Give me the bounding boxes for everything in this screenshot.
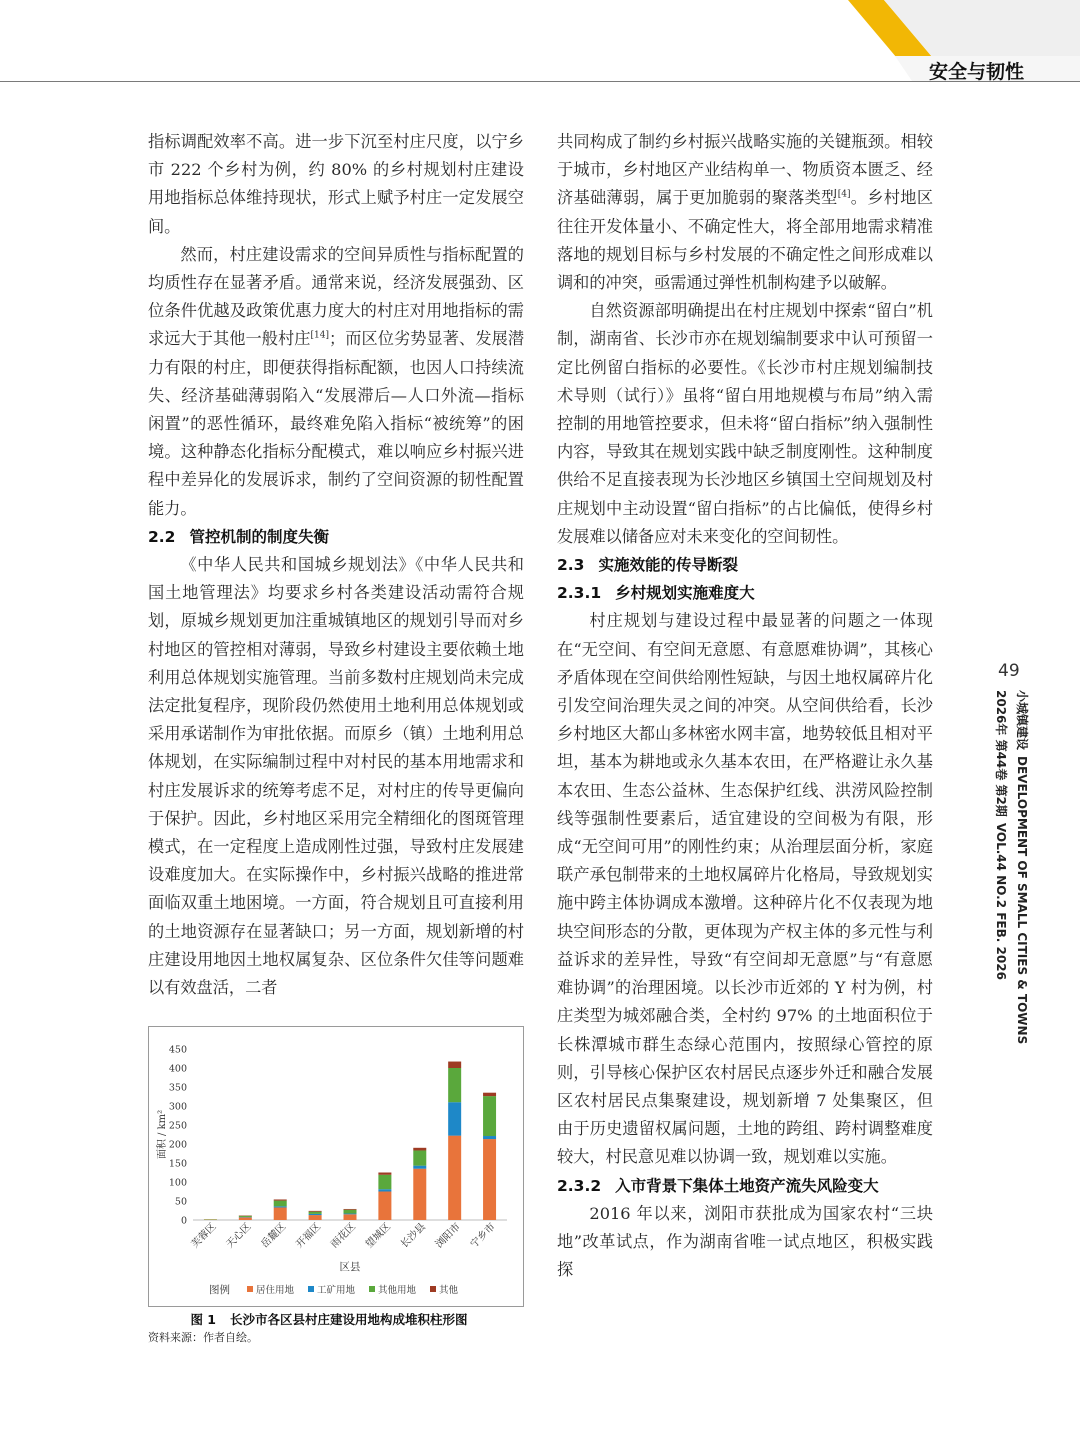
y-axis-label: 面积 / km² xyxy=(157,1109,168,1160)
journal-sidebar-text xyxy=(1011,690,1033,1045)
heading-number: 2.3 xyxy=(557,556,585,575)
bar-segment xyxy=(413,1166,426,1169)
bar-segment xyxy=(448,1062,461,1068)
legend-swatch xyxy=(247,1286,253,1292)
subsubsection-heading xyxy=(557,579,933,607)
bar-segment xyxy=(239,1217,252,1220)
paragraph-text: 然而，村庄建设需求的空间异质性与指标配置的均质性存在显著矛盾。通常来说，经济发展强劲、区位条件优越及政策优惠力度大的村庄对用地指标的需求远大于其他一般村庄 xyxy=(148,244,524,349)
bar-segment xyxy=(378,1189,391,1191)
bar-segment xyxy=(413,1169,426,1220)
bar-segment xyxy=(413,1148,426,1151)
bar-segment xyxy=(274,1206,287,1207)
subsection-heading xyxy=(148,523,524,551)
figure-source: 资料来源：作者自绘。 xyxy=(148,1331,258,1344)
x-tick-label: 芙蓉区 xyxy=(189,1221,219,1251)
bar-segment xyxy=(309,1212,322,1214)
paragraph: 村庄规划与建设过程中最显著的问题之一体现在“无空间、有空间无意愿、有意愿难协调”，其核心矛盾体现在空间供给刚性短缺，与因土地权属碎片化引发空间治理失灵之间的冲突。从空间供给看，长沙乡村地区大都山多林密水网丰富，地势较低且相对平坦，基本为耕地或永久基本农田，在严格避让永久基本农田、生态公益林、生态保护红线、洪涝风险控制线等强制性要素后，适宜建设的空间极为有限，形成“无空间可用”的刚性约束；从治理层面分析，家庭联产承包制带来的土地权属碎片化格局，导致规划实施中跨主体协调成本激增。这种碎片化不仅表现为地块空间形态的分散，更体现为产权主体的多元性与利益诉求的差异性，导致“有空间却无意愿”与“有意愿难协调”的治理困境。以长沙市近郊的 Y 村为例，村庄类型为城郊融合类，全村约 97% 的土地面积位于长株潭城市群生态绿心范围内，按照绿心管控的原则，引导核心保护区农村居民点逐步外迁和融合发展区农村居民点集聚建设，规划新增 7 处集聚区，但由于历史遗留权属问题，土地的跨组、跨村调整难度较大，村民意见难以协调一致，规划难以实施。 xyxy=(557,611,933,1167)
heading-title: 实施效能的传导断裂 xyxy=(598,556,738,575)
y-tick-label: 250 xyxy=(168,1120,187,1132)
bar-segment xyxy=(309,1214,322,1215)
paragraph-text: ；而区位劣势显著、发展潜力有限的村庄，即便获得指标配额，也因人口持续流失、经济基础薄弱陷入“发展滞后—人口外流—指标闲置”的恶性循环，最终难免陷入指标“被统筹”的困境。这种静态化指标分配模式，难以响应乡村振兴进程中差异化的发展诉求，制约了空间资源的韧性配置能力。 xyxy=(148,329,525,518)
bar-segment xyxy=(309,1211,322,1212)
bar-segment xyxy=(309,1215,322,1220)
y-tick-label: 400 xyxy=(168,1063,187,1075)
x-tick-label: 岳麓区 xyxy=(259,1221,289,1251)
legend-swatch xyxy=(369,1286,375,1292)
paragraph-text: 。乡村地区往往开发体量小、不确定性大，将全部用地需求精准落地的规划目标与乡村发展的不确定性之间形成难以调和的冲突，亟需通过弹性机制构建予以破解。 xyxy=(557,188,934,293)
paragraph xyxy=(148,241,524,523)
legend-label: 其他用地 xyxy=(378,1285,417,1296)
y-tick-label: 450 xyxy=(168,1044,187,1056)
legend-title: 图例 xyxy=(209,1284,230,1296)
y-tick-label: 350 xyxy=(168,1082,187,1094)
figure-number: 图 1 xyxy=(190,1312,217,1327)
paragraph: 自然资源部明确提出在村庄规划中探索“留白”机制，湖南省、长沙市亦在规划编制要求中认可预留一定比例留白指标的必要性。《长沙市村庄规划编制技术导则（试行）》虽将“留白用地规模与布局”纳入需控制的用地管控要求，但未将“留白指标”纳入强制性内容，导致其在规划实践中缺乏制度刚性。这种制度供给不足直接表现为长沙地区乡镇国土空间规划及村庄规划中主动设置“留白指标”的占比偏低，使得乡村发展难以储备应对未来变化的空间韧性。 xyxy=(557,301,933,546)
journal-name-cn: 小城镇建设 xyxy=(1015,690,1029,751)
issue-sidebar-text xyxy=(990,690,1012,1010)
heading-number: 2.3.2 xyxy=(557,1176,602,1195)
bar-segment xyxy=(483,1096,496,1136)
citation: [14] xyxy=(310,331,330,342)
bar-segment xyxy=(274,1199,287,1200)
paragraph: 指标调配效率不高。进一步下沉至村庄尺度，以宁乡市 222 个乡村为例，约 80% 的乡村规划村庄建设用地指标总体维持现状，形式上赋予村庄一定发展空间。 xyxy=(148,132,524,236)
stacked-bar-chart xyxy=(149,1027,523,1306)
issue-en: VOL.44 NO.2 FEB. 2026 xyxy=(994,822,1008,980)
x-tick-label: 开福区 xyxy=(294,1221,324,1251)
legend-label: 工矿用地 xyxy=(317,1285,356,1296)
bar-segment xyxy=(413,1150,426,1165)
legend-label: 居住用地 xyxy=(256,1285,295,1296)
x-tick-label: 天心区 xyxy=(224,1221,254,1251)
bar-segment xyxy=(344,1214,357,1220)
paragraph: 《中华人民共和国城乡规划法》《中华人民共和国土地管理法》均要求乡村各类建设活动需符合规划，原城乡规划更加注重城镇地区的规划引导而对乡村地区的管控相对薄弱，导致乡村建设主要依赖土地利用总体规划实施管理。当前多数村庄规划尚未完成法定批复程序，现阶段仍然使用土地利用总体规划或采用承诺制作为审批依据。而原乡（镇）土地利用总体规划，在实际编制过程中对村民的基本用地需求和村庄发展诉求的统筹考虑不足，对村庄的传导更偏向于保护。因此，乡村地区采用完全精细化的图斑管理模式，在一定程度上造成刚性过强，导致村庄发展建设难度加大。在实际操作中，乡村振兴战略的推进常面临双重土地困境。一方面，符合规划且可直接利用的土地资源存在显著缺口；另一方面，规划新增的村庄建设用地因土地权属复杂、区位条件欠佳等问题难以有效盘活，二者 xyxy=(148,555,524,998)
figure-title: 长沙市各区县村庄建设用地构成堆积柱形图 xyxy=(230,1312,468,1327)
paragraph-text: 共同构成了制约乡村振兴战略实施的关键瓶颈。相较于城市，乡村地区产业结构单一、物质资本匮乏、经济基础薄弱，属于更加脆弱的聚落类型 xyxy=(557,132,933,208)
subsection-heading xyxy=(557,551,933,579)
header-graphic xyxy=(0,0,1080,84)
bar-segment xyxy=(344,1209,357,1210)
heading-title: 乡村规划实施难度大 xyxy=(615,584,755,603)
heading-number: 2.3.1 xyxy=(557,584,602,603)
paragraph xyxy=(557,128,933,297)
heading-title: 入市背景下集体土地资产流失风险变大 xyxy=(615,1176,879,1195)
left-column xyxy=(148,128,524,1002)
right-column xyxy=(557,128,933,1284)
y-tick-label: 150 xyxy=(168,1158,187,1170)
x-tick-label: 望城区 xyxy=(364,1221,394,1251)
x-tick-label: 长沙县 xyxy=(398,1221,428,1251)
y-tick-label: 300 xyxy=(168,1101,187,1113)
citation: [4] xyxy=(837,190,851,201)
x-tick-label: 宁乡市 xyxy=(468,1221,498,1251)
y-tick-label: 100 xyxy=(168,1177,187,1189)
journal-sidebar xyxy=(1011,690,1033,1045)
section-title: 安全与韧性 xyxy=(928,61,1024,83)
x-axis-label: 区县 xyxy=(339,1261,361,1273)
bar-segment xyxy=(378,1192,391,1221)
legend-label: 其他 xyxy=(439,1285,459,1296)
y-tick-label: 200 xyxy=(168,1139,187,1151)
legend-swatch xyxy=(308,1286,314,1292)
bar-segment xyxy=(378,1175,391,1189)
figure-chart xyxy=(148,1026,524,1307)
bar-segment xyxy=(448,1068,461,1102)
page-number: 49 xyxy=(998,661,1020,681)
bar-segment xyxy=(448,1136,461,1220)
issue-sidebar xyxy=(990,690,1012,1010)
bar-segment xyxy=(344,1214,357,1215)
header-bar xyxy=(0,0,1080,84)
bar-segment xyxy=(483,1093,496,1096)
figure-caption xyxy=(148,1310,524,1328)
bar-segment xyxy=(274,1207,287,1220)
bar-segment xyxy=(274,1201,287,1207)
bar-segment xyxy=(483,1139,496,1220)
heading-title: 管控机制的制度失衡 xyxy=(189,527,329,546)
issue-cn: 2026年 第44卷 第2期 xyxy=(994,690,1008,817)
y-tick-label: 50 xyxy=(174,1196,187,1208)
bar-segment xyxy=(344,1210,357,1214)
y-tick-label: 0 xyxy=(180,1215,187,1227)
x-tick-label: 雨花区 xyxy=(329,1221,359,1251)
x-tick-label: 浏阳市 xyxy=(433,1221,463,1251)
header-rule xyxy=(0,81,1080,82)
paragraph: 2016 年以来，浏阳市获批成为国家农村“三块地”改革试点，作为湖南省唯一试点地区，积极实践探 xyxy=(557,1203,933,1280)
bar-segment xyxy=(239,1216,252,1217)
legend-swatch xyxy=(430,1286,436,1292)
bar-segment xyxy=(378,1173,391,1175)
journal-name-en: DEVELOPMENT OF SMALL CITIES & TOWNS xyxy=(1015,756,1029,1045)
bar-segment xyxy=(448,1102,461,1135)
heading-number: 2.2 xyxy=(148,527,176,546)
bar-segment xyxy=(483,1136,496,1139)
subsubsection-heading xyxy=(557,1172,933,1200)
